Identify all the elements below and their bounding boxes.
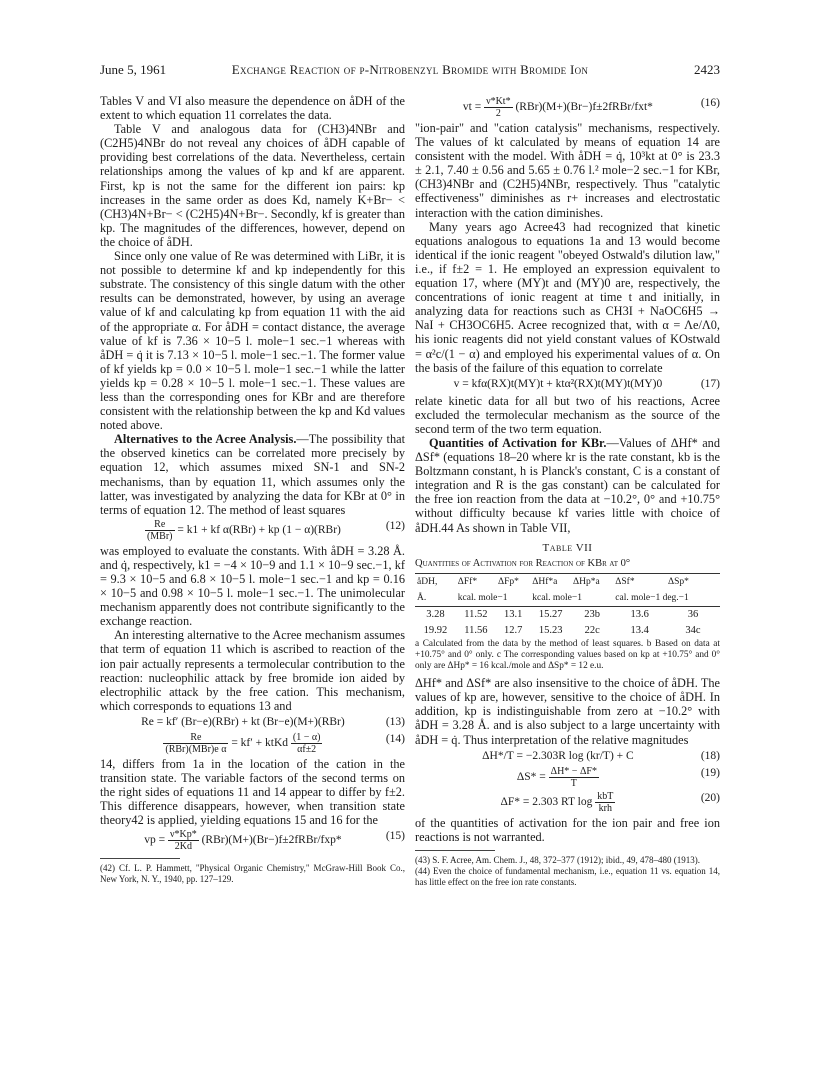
table-cell: 36 xyxy=(687,609,699,620)
equation-number: (14) xyxy=(385,732,405,745)
footnote-42: (42) Cf. L. P. Hammett, "Physical Organic Chemistry," McGraw-Hill Book Co., New York, N. Y., 1940, pp. 127–129. xyxy=(100,863,405,885)
equation-number: (15) xyxy=(385,830,405,843)
paragraph: ΔHf* and ΔSf* are also insensitive to the choice of åDH. The values of kp are, however, sensitive to the choice of åDH. In addition, kp is indistinguishable from zero at −10.2° with åDH = 3.28 Å. and is also subject to a large uncertainty with åDH = q̇. Thus interpretation of the relative magnitudes xyxy=(415,676,720,747)
page-number: 2423 xyxy=(694,62,720,77)
activation-table xyxy=(415,573,720,639)
equation-17: v = kfα(RX)t(MY)t + ktα²(RX)t(MY)t(MY)0 (17) xyxy=(453,377,720,390)
equation-12: $\frac{Re}{\text{(MBr)}}$ = k1 + kf α(RBr) + kp (1 − α)(RBr) (12) xyxy=(146,518,405,542)
equation-number: (16) xyxy=(700,97,720,109)
fraction: $\frac{\nu*Kt*}{2}$ xyxy=(486,96,511,119)
paragraph: "ion-pair" and "cation catalysis" mechanisms, respectively. The values of kt calculated by means of equation 14 are consistent with the model. With åDH = q̇, 10³kt at 0° is 23.3 ± 2.1, 7.40 ± 0.56 and 5.65 ± 0.76 l.² mole−2 sec.−1 for KBr, (CH3)4NBr and (C2H5)4NBr, respectively. Thus "catalytic effectiveness" diminishes as r+ increases and electrostatic interaction with the cation diminishes. xyxy=(415,121,720,220)
fraction: $\frac{Re}{\text{(MBr)}}$ xyxy=(146,518,173,542)
table-cell: 11.52 xyxy=(464,609,488,620)
footnote-divider xyxy=(415,850,495,851)
equation-number: (20) xyxy=(700,791,720,804)
section-heading: Quantities of Activation for KBr. xyxy=(429,435,607,450)
equation-13: Re = kf′ (Br−e)(RBr) + kt (Br−e)(M+)(RBr) (13) xyxy=(141,715,405,728)
table-note: c The corresponding values based on kp at +10.75° and 0° only are ΔHp* = 16 kcal./mole and ΔSp* = 12 e.u. xyxy=(415,650,721,672)
footnote-44: (44) Even the choice of fundamental mechanism, i.e., equation 11 vs. equation 14, has little effect on the free ion rate constants. xyxy=(415,865,720,887)
table-note: a Calculated from the data by the method of least squares. xyxy=(415,639,644,650)
table-cell: 12.7 xyxy=(503,625,523,637)
equation-15: vp = $\frac{\nu*Kp*}{2Kd}$ (RBr)(M+)(Br−)f±2fRBr/fxp* (15) xyxy=(144,829,405,853)
paragraph: Since only one value of Re was determined with LiBr, it is not possible to determine kf and kp independently for this substrate. The consistency of this single datum with the other results can be demonstrated, however, by using an average value of kf and calculating kp from equation 11 with the aid of the appropriate α. For åDH = contact distance, the average value of kf is 7.36 × 10−5 l. mole−1 sec.−1 whereas with åDH = q̇ it is 7.13 × 10−5 l. mole−1 sec.−1. The former value of kf yields kp = 0.0 × 10−5 l. mole−1 sec.−1 while the latter yields kp = 0.28 × 10−5 l. mole−1 sec.−1. These values are less than the corresponding ones for KBr and are therefore consistent with the relationship between the kp and Kd values noted above. xyxy=(100,249,405,433)
paragraph: 14, differs from 1a in the location of the cation in the transition state. The variable factors of the second terms on the right sides of equations 11 and 14 appear to differ by f±2. This difference disappears, however, when transition state theory42 is applied, yielding equations 15 and 16 for the xyxy=(100,756,405,828)
fraction: $\frac{\Delta H* - \Delta F*}{T}$ xyxy=(550,765,597,789)
table-cell: 13.6 xyxy=(630,609,649,620)
equation-18: ΔH*/T = −2.303R log (kr/T) + C (18) xyxy=(482,749,720,762)
column-unit: kcal. mole−1 xyxy=(530,590,613,607)
table-cell: 19.92 xyxy=(423,625,448,637)
column-header: åDH, xyxy=(415,573,456,590)
table-cell: 15.27 xyxy=(538,609,563,620)
right-column xyxy=(415,94,720,888)
table-note: b Based on data at +10.75° and 0° only. xyxy=(415,639,721,661)
table-cell: 22c xyxy=(584,625,600,637)
paragraph-text: —The possibility that the observed kinetics can be correlated more precisely by equation 12, which assumes mixed SN-1 and SN-2 mechanisms, than by equation 11, which assumes only the latter, was investigated by analyzing the data for KBr at 0° in terms of equation 12. The method of least squares xyxy=(100,432,405,517)
table-title: Table VII xyxy=(542,541,593,554)
equation-number: (18) xyxy=(700,749,720,762)
paragraph: Many years ago Acree43 had recognized that kinetic equations analogous to equations 1a and 13 would become identical if the ionic reagent "obeyed Ostwald's dilution law," i.e., if f±2 = 1. He employed an expression equivalent to equation 17, where (MY)t and (MY)0 are, respectively, the concentrations of ionic reagent at time t and initially, in analyzing data for reactions such as CH3I + NaOC6H5 → NaI + CH3OC6H5. Acree recognized that, with α = Λe/Λ0, his ionic reagents did not yield constant values of KOstwald = α²c/(1 − α) and employed his experimental values of α. On the basis of the failure of this equation to correlate xyxy=(415,219,720,375)
paragraph: An interesting alternative to the Acree mechanism assumes that term of equation 11 which is ascribed to reaction of the ion pair actually represents a termolecular contribution to the reaction: nucleophilic attack by free bromide ion aided by electrophilic attack by the free cation. This mechanism, which corresponds to equations 13 and xyxy=(100,628,405,713)
paragraph: was employed to evaluate the constants. With åDH = 3.28 Å. and q̇, respectively, k1 = −4 × 10−9 and 1.1 × 10−9 sec.−1, kf = 9.3 × 10−5 and 6.8 × 10−5 l. mole−1 sec.−1 and kp = 0.16 × 10−5 and 0.98 × 10−5 l. mole−1 sec.−1. The unimolecular mechanism apparently does not contribute significantly to the exchange reaction. xyxy=(100,543,405,629)
table-cell: 11.56 xyxy=(464,625,488,637)
column-header: ΔFf* xyxy=(456,573,496,590)
column-header: ΔFp* xyxy=(496,573,530,590)
fraction: $\frac{Re}{\text{(RBr)(MBr)e α}}$ xyxy=(165,731,227,755)
paragraph: of the quantities of activation for the ion pair and free ion reactions is not warranted. xyxy=(415,815,720,844)
fraction: $\frac{\nu*Kp*}{2Kd}$ xyxy=(169,829,197,853)
table-footnotes xyxy=(415,639,720,672)
header-date: June 5, 1961 xyxy=(100,62,167,77)
table-row xyxy=(415,623,720,639)
equation-20: ΔF* = 2.303 RT log $\frac{\text{kbT}}{\text{krh}}$ (20) xyxy=(500,790,720,814)
equation-number: (13) xyxy=(385,715,405,728)
table-cell: 23b xyxy=(584,609,601,620)
column-header: ΔSf* xyxy=(613,573,666,590)
table-row xyxy=(415,607,720,624)
equation-16: vt = $\frac{\nu*Kt*}{2}$ (RBr)(M+)(Br−)f±2fRBr/fxt* (16) xyxy=(462,96,720,119)
running-header xyxy=(100,62,720,80)
fraction: $\frac{\text{kbT}}{\text{krh}}$ xyxy=(597,790,614,814)
table-cell: 34c xyxy=(685,625,701,637)
footnote-divider xyxy=(100,858,180,859)
column-unit: Å. xyxy=(415,590,456,607)
paragraph xyxy=(100,432,405,517)
table-units-row xyxy=(415,590,720,607)
column-unit: cal. mole−1 deg.−1 xyxy=(613,590,720,607)
paragraph xyxy=(415,436,720,535)
footnote-43: (43) S. F. Acree, Am. Chem. J., 48, 372–377 (1912); ibid., 49, 478–480 (1913). xyxy=(415,854,701,865)
equation-number: (17) xyxy=(700,377,720,390)
table-cell: 3.28 xyxy=(426,609,445,620)
table-cell: 15.23 xyxy=(538,625,563,637)
left-column xyxy=(100,94,405,885)
equation-19: ΔS* = $\frac{\Delta H* - \Delta F*}{T}$ (19) xyxy=(516,765,720,789)
paragraph: Table V and analogous data for (CH3)4NBr and (C2H5)4NBr do not reveal any choices of åDH capable of providing best correlations of the data. Nevertheless, certain relationships among the values of kp and kf are apparent. First, kp is not the same for the different ion pairs: kp increases in the same order as does Kd, namely K+Br− < (CH3)4N+Br− < (C2H5)4N+Br−. Secondly, kf is greater than kp. The magnitudes of the differences, however, depend on the choice of åDH. xyxy=(100,122,405,249)
paragraph: relate kinetic data for all but two of his reactions, Acree excluded the termolecular mechanism as the source of the second term of the two term equation. xyxy=(415,393,720,436)
table-header-row xyxy=(415,573,720,590)
fraction: $\frac{(1 - \alpha)}{\alpha f\pm 2}$ xyxy=(292,731,321,755)
section-heading: Alternatives to the Acree Analysis. xyxy=(114,432,297,447)
equation-number: (12) xyxy=(385,519,405,532)
paragraph: Tables V and VI also measure the dependence on åDH of the extent to which equation 11 correlates the data. xyxy=(100,94,405,123)
column-header: ΔSp* xyxy=(666,573,720,590)
column-header: ΔHp*a xyxy=(571,573,613,590)
table-cell: 13.1 xyxy=(503,609,523,620)
column-header: ΔHf*a xyxy=(530,573,571,590)
paragraph-text: —Values of ΔHf* and ΔSf* (equations 18–20 where kr is the rate constant, kb is the Boltzmann constant, h is Planck's constant, C is a constant of integration and R is the gas constant) can be calculated for the free ion reaction from the data at −10.2°, 0° and +10.75° without difficulty because kf varies little with choice of åDH.44 As shown in Table VII, xyxy=(415,435,720,535)
table-cell: 13.4 xyxy=(630,625,649,637)
equation-14: $\frac{Re}{\text{(RBr)(MBr)e α}}$ = kf′ + ktKd $\frac{(1 - \alpha)}{\alpha f\pm 2}$ (14) xyxy=(165,731,405,755)
equation-number: (19) xyxy=(700,766,720,779)
header-title: Exchange Reaction of p-Nitrobenzyl Bromide with Bromide Ion xyxy=(231,62,589,77)
table-caption: Quantities of Activation for Reaction of KBr at 0° xyxy=(415,557,631,569)
column-unit: kcal. mole−1 xyxy=(456,590,531,607)
